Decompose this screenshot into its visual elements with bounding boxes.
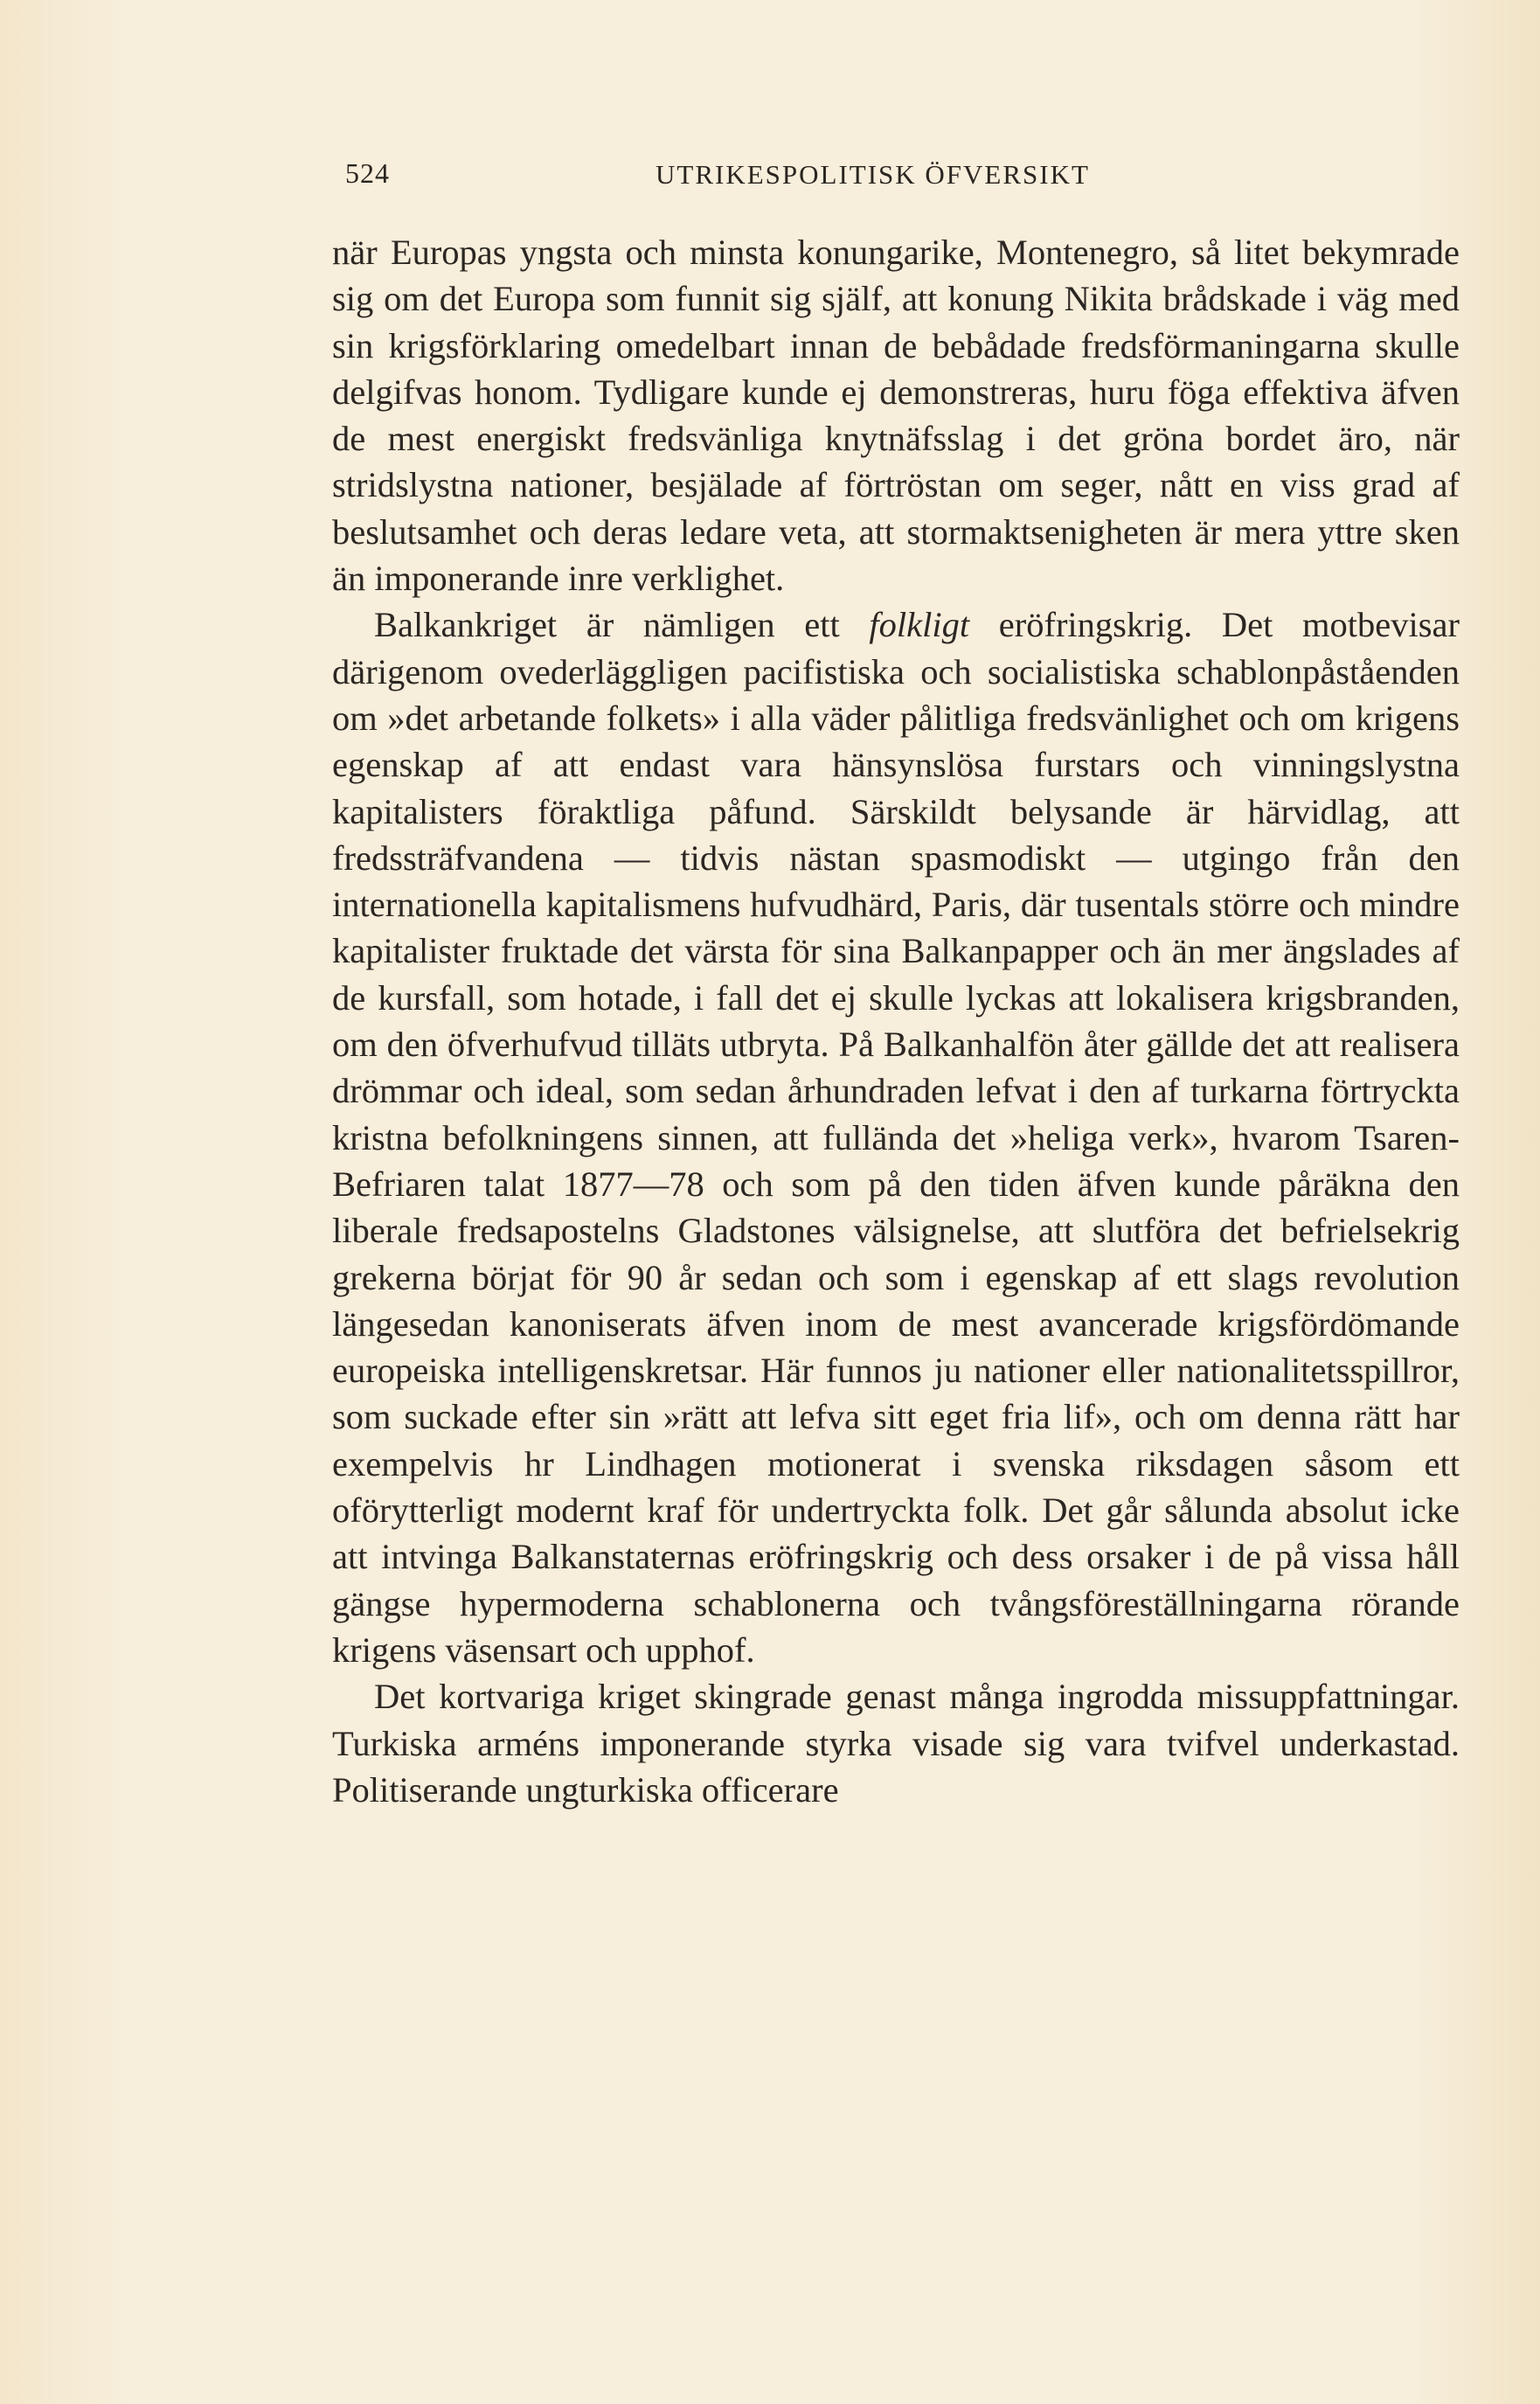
running-title: UTRIKESPOLITISK ÖFVERSIKT [656,159,1090,190]
page-number: 524 [345,157,390,189]
body-text [332,229,1460,1813]
paragraph-2-emphasis: folkligt [869,605,970,645]
paragraph-2-before: Balkankriget är nämligen ett [374,605,870,645]
paragraph-2 [332,601,1460,1673]
paragraph-1: när Europas yngsta och minsta konungarike, Montenegro, så litet bekymrade sig om det Europa som funnit sig själf, att konung Nikita brådskade i väg med sin krigsförklaring omedelbart innan de bebådade fredsförmaningarna skulle delgifvas honom. Tydligare kunde ej demonstreras, huru föga effektiva äfven de mest energiskt fredsvänliga knytnäfsslag i det gröna bordet äro, när stridslystna nationer, besjälade af förtröstan om seger, nått en viss grad af beslutsamhet och deras ledare veta, att stormaktsenigheten är mera yttre sken än imponerande inre verklighet. [332,233,1460,599]
page-header [345,157,1473,210]
paragraph-3: Det kortvariga kriget skingrade genast många ingrodda missuppfattningar. Turkiska arméns imponerande styrka visade sig vara tvifvel underkastad. Politiserande ungturkiska officerare [332,1677,1460,1810]
paragraph-2-after: eröfringskrig. Det motbevisar därigenom ovederläggligen pacifistiska och socialistiska schablonpåståenden om »det arbetande folkets» i alla väder pålitliga fredsvänlighet och om krigens egenskap af att endast vara hänsynslösa furstars och vinningslystna kapitalisters föraktliga påfund. Särskildt belysande är härvidlag, att fredssträfvandena — tidvis nästan spasmodiskt — utgingo från den internationella kapitalismens hufvudhärd, Paris, där tusentals större och mindre kapitalister fruktade det värsta för sina Balkanpapper och än mer ängslades af de kursfall, som hotade, i fall det ej skulle lyckas att lokalisera krigsbranden, om den öfverhufvud tilläts utbryta. På Balkanhalfön åter gällde det att realisera drömmar och ideal, som sedan århundraden lefvat i den af turkarna förtryckta kristna befolkningens sinnen, att fullända det »heliga verk», hvarom Tsaren-Befriaren talat 1877—78 och som på den tiden äfven kunde påräkna den liberale fredsapostelns Gladstones välsignelse, att slutföra det befrielsekrig grekerna börjat för 90 år sedan och som i egenskap af ett slags revolution längesedan kanoniserats äfven inom de mest avancerade krigsfördömande europeiska intelligenskretsar. Här funnos ju nationer eller nationalitetsspillror, som suckade efter sin »rätt att lefva sitt eget fria lif», och om denna rätt har exempelvis hr Lindhagen motionerat i svenska riksdagen såsom ett oförytterligt modernt kraf för undertryckta folk. Det går sålunda absolut icke att intvinga Balkanstaternas eröfringskrig och dess orsaker i de på vissa håll gängse hypermoderna schablonerna och tvångsföreställningarna rörande krigens väsensart och upphof. [332,605,1460,1670]
